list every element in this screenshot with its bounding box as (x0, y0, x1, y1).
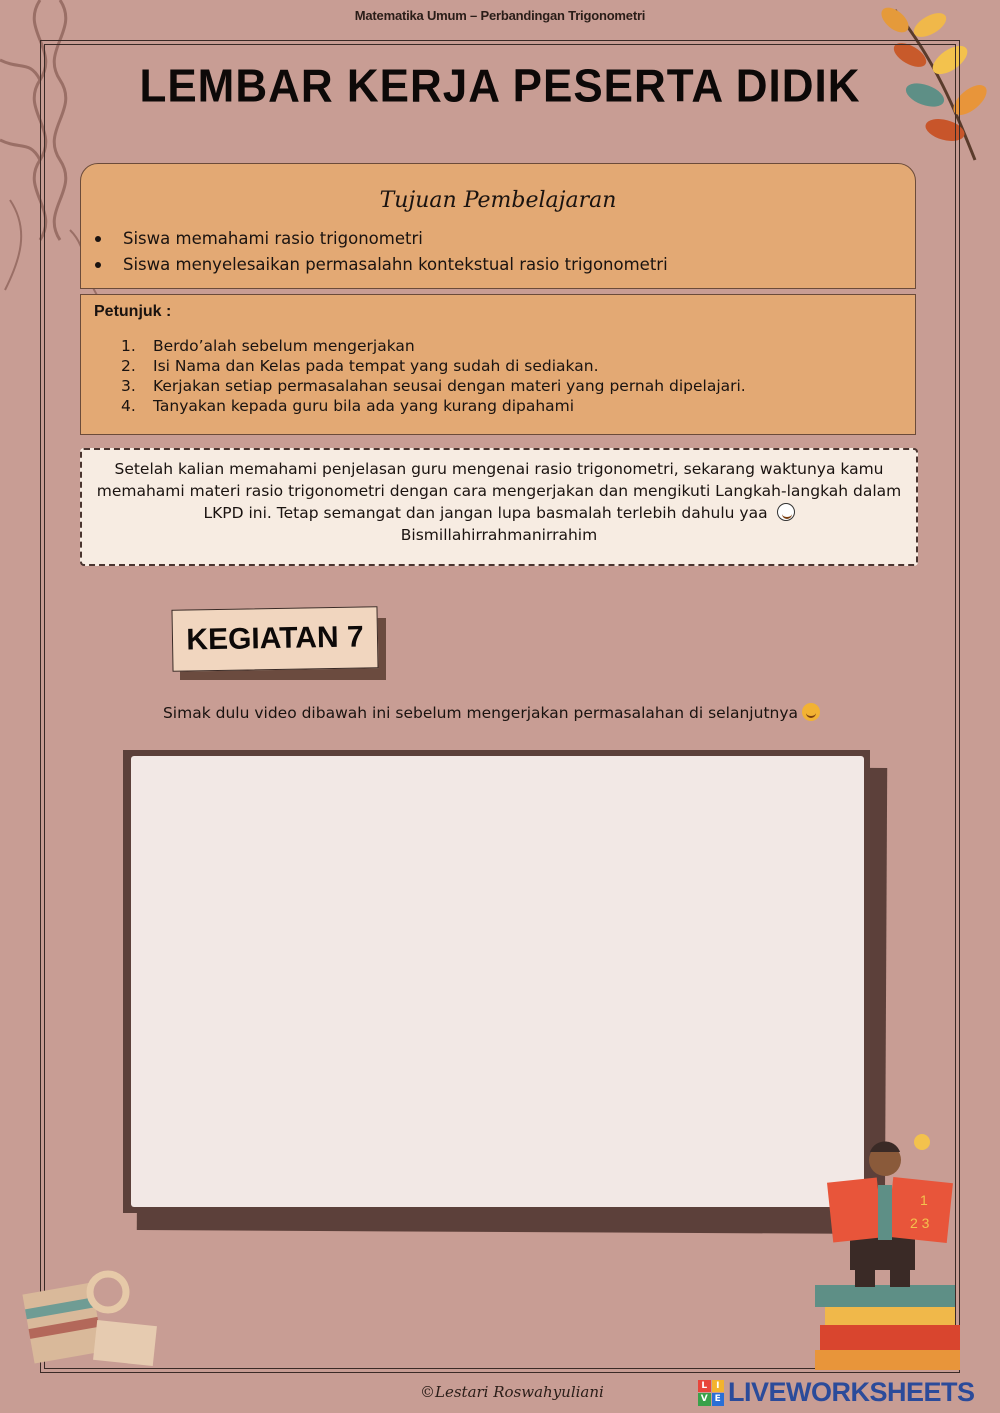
svg-text:1: 1 (920, 1192, 928, 1208)
kegiatan-badge (172, 608, 390, 680)
header-subtitle: Matematika Umum – Perbandingan Trigonometri (354, 8, 646, 23)
liveworksheets-brand: LIVEWORKSHEETS (728, 1377, 975, 1407)
petunjuk-steps (121, 336, 746, 416)
list-item: 4. Tanyakan kepada guru bila ada yang kurang dipahami (121, 397, 575, 415)
smile-emoji-icon (777, 503, 795, 521)
intro-note (80, 448, 918, 566)
video-player[interactable] (131, 756, 864, 1207)
tujuan-list (93, 226, 668, 278)
video-caption: Simak dulu video dibawah ini sebelum mengerjakan permasalahan di selanjutnya (0, 703, 983, 722)
petunjuk-panel (80, 294, 916, 435)
list-item: 2. Isi Nama dan Kelas pada tempat yang sudah di sediakan. (121, 357, 599, 375)
page-title: LEMBAR KERJA PESERTA DIDIK (139, 60, 861, 113)
list-item: 3. Kerjakan setiap permasalahan seusai dengan materi yang pernah dipelajari. (121, 377, 746, 395)
tape-decoration-icon (20, 1268, 160, 1368)
kegiatan-label: KEGIATAN 7 (171, 606, 378, 672)
list-item: Siswa menyelesaikan permasalahn kontekstual rasio trigonometri (93, 252, 668, 278)
boy-reading-illustration-icon (810, 1130, 970, 1370)
smile-emoji-icon (802, 703, 820, 721)
intro-note-text: Setelah kalian memahami penjelasan guru mengenai rasio trigonometri, sekarang waktunya kamu memahami materi rasio trigonometri dengan cara mengerjakan dan mengikuti Langkah-langkah dalam LKPD ini. Tetap semangat dan jangan lupa basmalah terlebih dahulu yaa Bismillahirrahmanirrahim (96, 460, 902, 544)
petunjuk-label: Petunjuk : (94, 303, 172, 320)
list-item: Siswa memahami rasio trigonometri (93, 226, 668, 252)
list-item: 1. Berdo’alah sebelum mengerjakan (121, 337, 415, 355)
svg-text:2 3: 2 3 (910, 1215, 930, 1231)
liveworksheets-logo[interactable] (698, 1377, 975, 1408)
tujuan-panel (80, 163, 916, 289)
liveworksheets-badge-icon: L I V E (698, 1380, 724, 1406)
tujuan-heading: Tujuan Pembelajaran (379, 188, 617, 213)
footer-credit: ©Lestari Roswahyuliani (420, 1383, 604, 1401)
